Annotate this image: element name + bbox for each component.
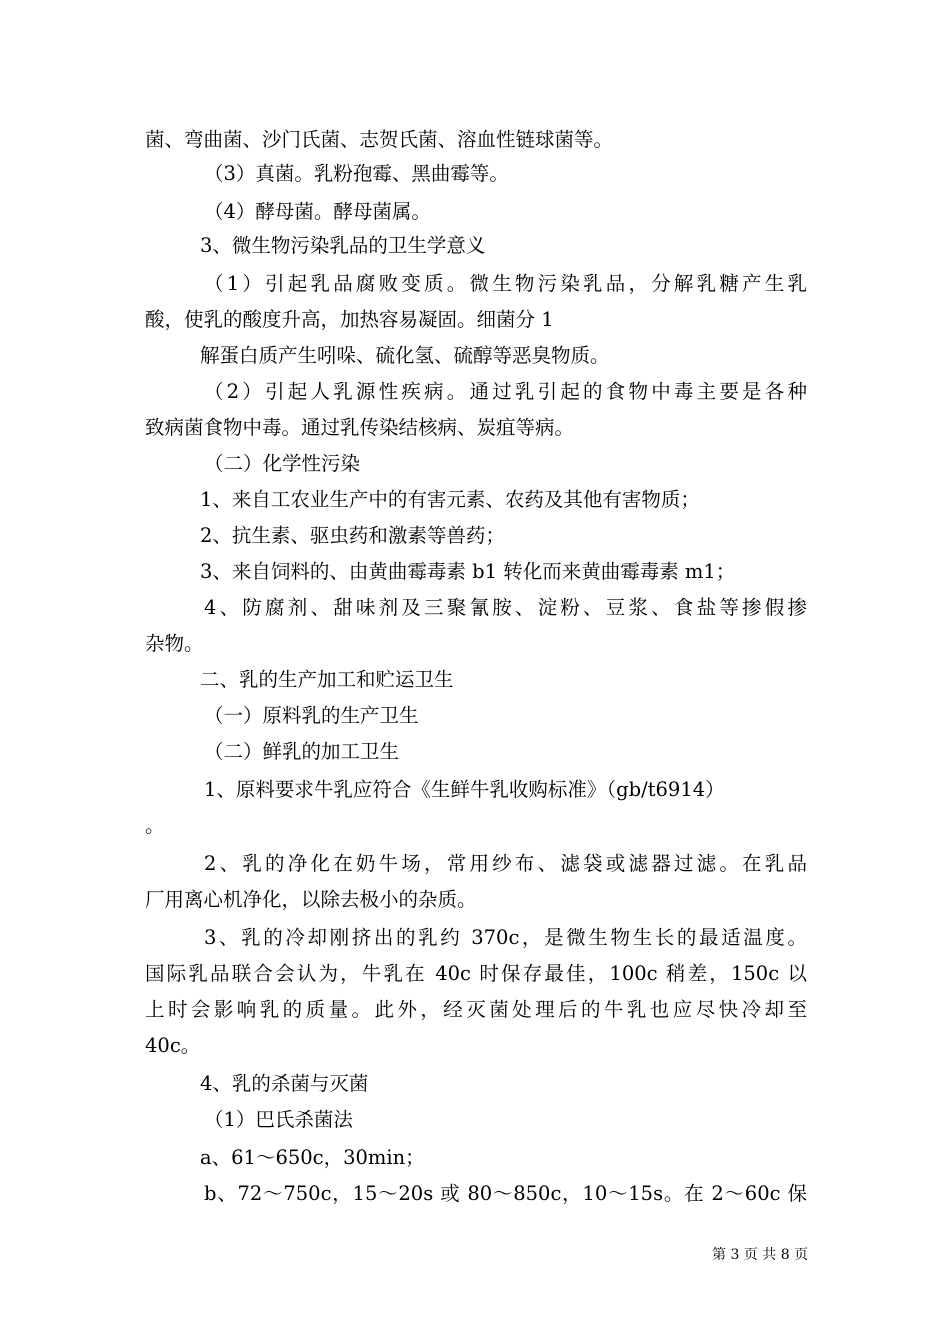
text-line: 3、来自饲料的、由黄曲霉毒素 b1 转化而来黄曲霉毒素 m1； xyxy=(200,560,736,583)
section-heading: 3、微生物污染乳品的卫生学意义 xyxy=(200,234,486,257)
text-line: 1、原料要求牛乳应符合《生鲜牛乳收购标准》（gb/t6914） xyxy=(204,778,725,801)
page-number-footer: 第 3 页 共 8 页 xyxy=(712,1247,809,1263)
text-line: b、72～750c，15～20s 或 80～850c，10～15s。在 2～60c 保 xyxy=(204,1182,807,1205)
section-heading: （二）鲜乳的加工卫生 xyxy=(204,740,400,763)
text-line: （1）引起乳品腐败变质。微生物污染乳品，分解乳糖产生乳 xyxy=(204,272,807,295)
section-heading: （1）巴氏杀菌法 xyxy=(204,1108,353,1131)
text-line: 2、乳的净化在奶牛场，常用纱布、滤袋或滤器过滤。在乳品 xyxy=(204,852,807,875)
text-line: 致病菌食物中毒。通过乳传染结核病、炭疽等病。 xyxy=(145,416,575,439)
text-line: 解蛋白质产生吲哚、硫化氢、硫醇等恶臭物质。 xyxy=(200,344,610,367)
text-line: 菌、弯曲菌、沙门氏菌、志贺氏菌、溶血性链球菌等。 xyxy=(145,128,614,151)
section-heading: （一）原料乳的生产卫生 xyxy=(204,704,419,727)
section-heading: 二、乳的生产加工和贮运卫生 xyxy=(200,668,454,691)
text-line: 3、乳的冷却刚挤出的乳约 370c，是微生物生长的最适温度。 xyxy=(204,926,807,949)
text-line: 40c。 xyxy=(145,1034,201,1057)
text-line: 国际乳品联合会认为，牛乳在 40c 时保存最佳，100c 稍差，150c 以 xyxy=(145,962,807,985)
text-line: 酸，使乳的酸度升高，加热容易凝固。细菌分 1 xyxy=(145,308,554,331)
text-line: 厂用离心机净化，以除去极小的杂质。 xyxy=(145,888,477,911)
text-line: （3）真菌。乳粉孢霉、黑曲霉等。 xyxy=(204,162,509,185)
text-line: 上时会影响乳的质量。此外，经灭菌处理后的牛乳也应尽快冷却至 xyxy=(145,998,807,1021)
text-line: （2）引起人乳源性疾病。通过乳引起的食物中毒主要是各种 xyxy=(204,380,807,403)
text-line: a、61～650c，30min； xyxy=(200,1146,425,1169)
text-line: 。 xyxy=(145,814,165,837)
text-line: （4）酵母菌。酵母菌属。 xyxy=(204,200,431,223)
section-heading: 4、乳的杀菌与灭菌 xyxy=(200,1072,369,1095)
text-line: 杂物。 xyxy=(145,632,204,655)
text-line: 1、来自工农业生产中的有害元素、农药及其他有害物质； xyxy=(200,488,700,511)
text-line: 2、抗生素、驱虫药和激素等兽药； xyxy=(200,524,505,547)
section-heading: （二）化学性污染 xyxy=(204,452,361,475)
text-line: 4、防腐剂、甜味剂及三聚氰胺、淀粉、豆浆、食盐等掺假掺 xyxy=(204,596,807,619)
